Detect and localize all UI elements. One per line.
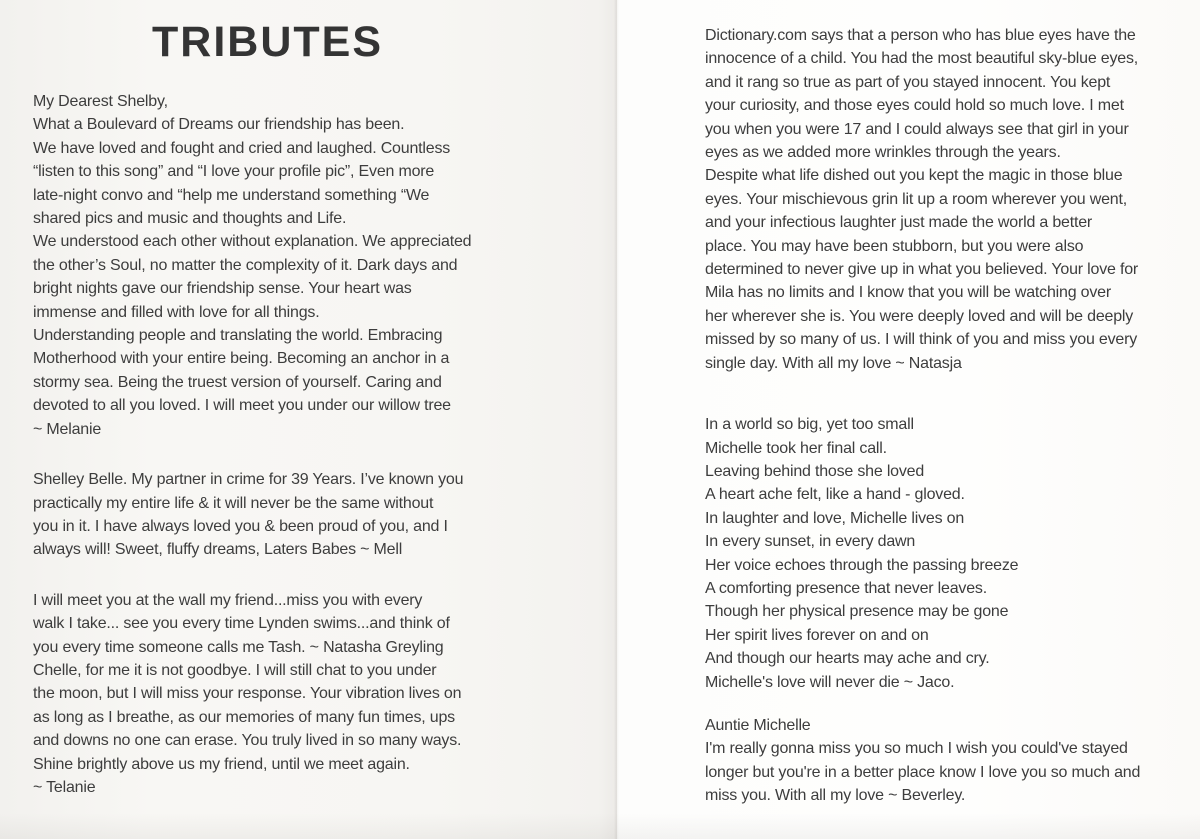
text-line: Despite what life dished out you kept the magic in those blue <box>705 167 1123 185</box>
tribute-mell <box>33 468 608 562</box>
text-line: your curiosity, and those eyes could hold so much love. I met <box>705 97 1124 115</box>
text-line: Michelle's love will never die ~ Jaco. <box>705 673 955 691</box>
text-line: eyes as we added more wrinkles through the years. <box>705 144 1061 162</box>
text-line: and downs no one can erase. You truly lived in so many ways. <box>33 732 462 750</box>
text-line: ~ Melanie <box>33 420 102 438</box>
page-title: TRIBUTES <box>152 18 383 66</box>
text-line: Michelle took her final call. <box>705 439 887 457</box>
text-line: and it rang so true as part of you stayed innocent. You kept <box>705 73 1111 91</box>
text-line: longer but you're in a better place know I love you so much and <box>705 763 1141 781</box>
text-line: you when you were 17 and I could always see that girl in your <box>705 120 1129 138</box>
text-line: shared pics and music and thoughts and Life. <box>33 210 347 228</box>
text-line: In every sunset, in every dawn <box>705 533 916 551</box>
tribute-natasha-telanie <box>33 589 608 800</box>
text-line: ~ Telanie <box>33 778 96 796</box>
text-line: single day. With all my love ~ Natasja <box>705 354 962 372</box>
text-line: A heart ache felt, like a hand - gloved. <box>705 486 965 504</box>
left-page-column <box>33 90 608 826</box>
text-line: miss you. With all my love ~ Beverley. <box>705 787 966 805</box>
text-line: In laughter and love, Michelle lives on <box>705 509 965 527</box>
tribute-melanie <box>33 90 608 441</box>
text-line: as long as I breathe, as our memories of many fun times, ups <box>33 708 455 726</box>
tribute-natasja <box>705 24 1197 375</box>
text-line: I will meet you at the wall my friend...miss you with every <box>33 591 423 609</box>
text-line: Though her physical presence may be gone <box>705 603 1009 621</box>
text-line: Understanding people and translating the world. Embracing <box>33 327 443 345</box>
right-page-column <box>705 24 1197 835</box>
text-line: eyes. Your mischievous grin lit up a room wherever you went, <box>705 190 1127 208</box>
text-line: What a Boulevard of Dreams our friendship has been. <box>33 116 405 134</box>
text-line: devoted to all you loved. I will meet you under our willow tree <box>33 397 451 415</box>
text-line: We have loved and fought and cried and laughed. Countless <box>33 139 451 157</box>
text-line: missed by so many of us. I will think of you and miss you every <box>705 331 1138 349</box>
text-line: “listen to this song” and “I love your profile pic”, Even more <box>33 163 435 181</box>
text-line: Shelley Belle. My partner in crime for 39 Years. I’ve known you <box>33 471 464 489</box>
text-line: Motherhood with your entire being. Becoming an anchor in a <box>33 350 450 368</box>
text-line: you every time someone calls me Tash. ~ Natasha Greyling <box>33 638 444 656</box>
text-line: And though our hearts may ache and cry. <box>705 650 990 668</box>
tribute-beverley <box>705 714 1197 808</box>
text-line: Her spirit lives forever on and on <box>705 626 929 644</box>
text-line: stormy sea. Being the truest version of yourself. Caring and <box>33 373 442 391</box>
text-line: Shine brightly above us my friend, until we meet again. <box>33 755 410 773</box>
text-line: I'm really gonna miss you so much I wish you could've stayed <box>705 740 1128 758</box>
text-line: In a world so big, yet too small <box>705 416 914 434</box>
poem-jaco <box>705 413 1197 694</box>
text-line: late-night convo and “help me understand something “We <box>33 186 430 204</box>
text-line: Chelle, for me it is not goodbye. I will still chat to you under <box>33 661 437 679</box>
text-line: Her voice echoes through the passing breeze <box>705 556 1019 574</box>
text-line: always will! Sweet, fluffy dreams, Laters Babes ~ Mell <box>33 541 403 559</box>
text-line: Mila has no limits and I know that you will be watching over <box>705 284 1111 302</box>
text-line: immense and filled with love for all things. <box>33 303 320 321</box>
text-line: determined to never give up in what you believed. Your love for <box>705 261 1139 279</box>
text-line: A comforting presence that never leaves. <box>705 579 987 597</box>
text-line: her wherever she is. You were deeply loved and will be deeply <box>705 307 1134 325</box>
text-line: and your infectious laughter just made the world a better <box>705 214 1093 232</box>
page-fold-seam <box>614 0 619 839</box>
text-line: Dictionary.com says that a person who has blue eyes have the <box>705 27 1136 44</box>
text-line: My Dearest Shelby, <box>33 93 168 110</box>
text-line: bright nights gave our friendship sense. Your heart was <box>33 280 412 298</box>
text-line: We understood each other without explanation. We appreciated <box>33 233 472 251</box>
text-line: Leaving behind those she loved <box>705 462 925 480</box>
text-line: innocence of a child. You had the most beautiful sky-blue eyes, <box>705 50 1139 68</box>
text-line: walk I take... see you every time Lynden swims...and think of <box>33 615 450 633</box>
text-line: the moon, but I will miss your response. Your vibration lives on <box>33 685 462 703</box>
text-line: the other’s Soul, no matter the complexity of it. Dark days and <box>33 256 458 274</box>
text-line: place. You may have been stubborn, but you were also <box>705 237 1084 255</box>
text-line: Auntie Michelle <box>705 716 811 734</box>
text-line: practically my entire life & it will never be the same without <box>33 494 434 512</box>
text-line: you in it. I have always loved you & been proud of you, and I <box>33 517 448 535</box>
